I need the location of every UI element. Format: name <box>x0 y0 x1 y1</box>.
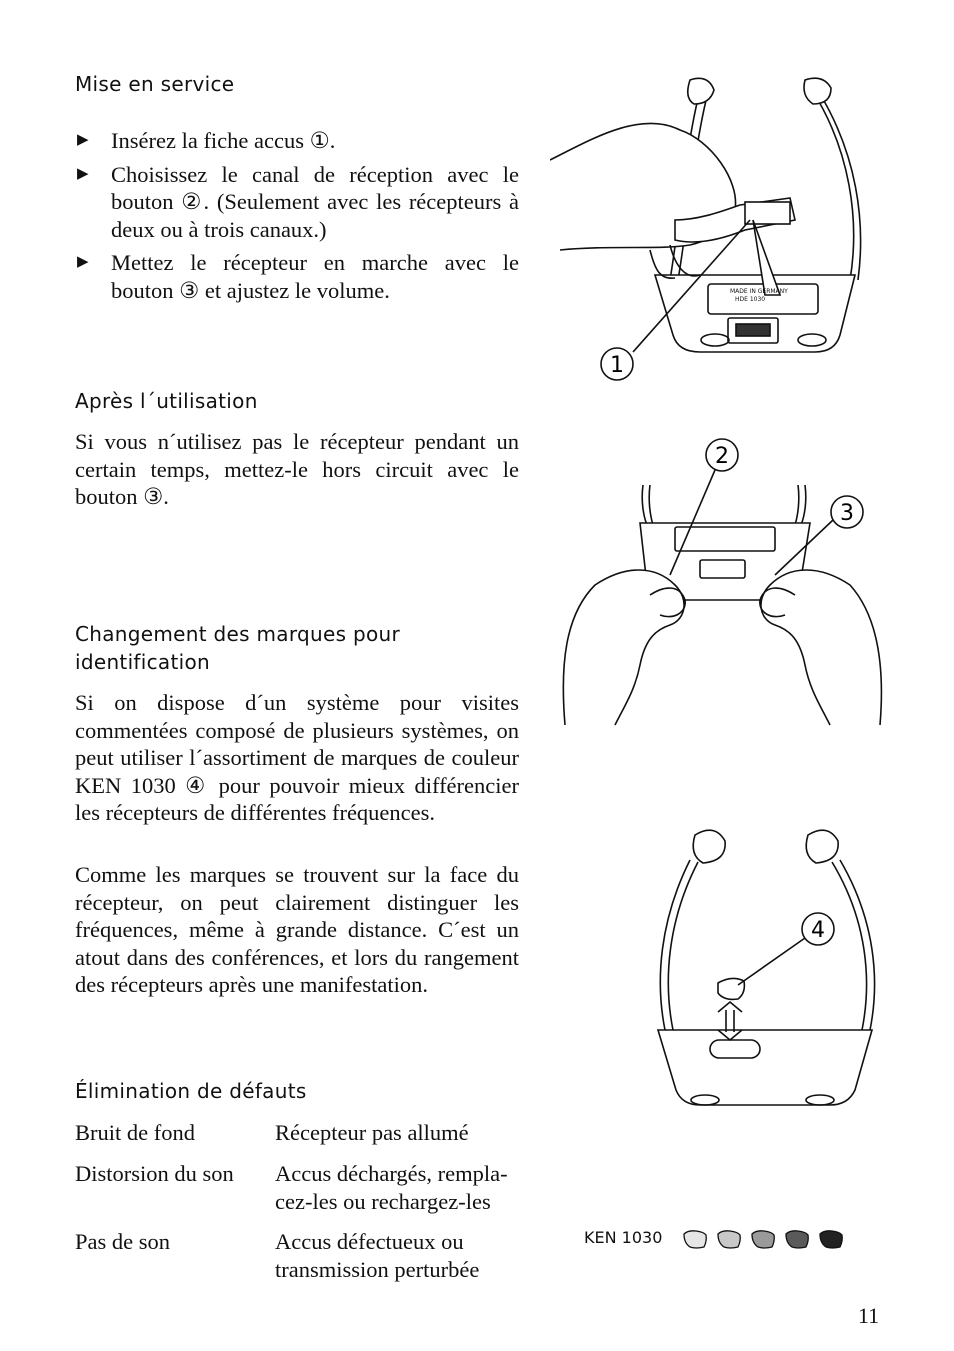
heading-line: identification <box>75 650 210 674</box>
device-label: MADE IN GERMANY <box>730 288 788 295</box>
callout-4-label: 4 <box>811 918 825 943</box>
callout-1-label: 1 <box>610 353 624 378</box>
figure-buttons <box>555 435 885 735</box>
changement-paragraph-2: Comme les marques se trouvent sur la face du récepteur, on peut clairement distinguer les fréquences, même à grande distance. C´est un atout dans des conférences, et lors du rangement des récepteurs après une manifestation. <box>75 862 519 997</box>
device-label: HDE 1030 <box>735 296 766 303</box>
color-marker-swatch <box>684 1231 706 1248</box>
figure-color-marker <box>650 820 890 1115</box>
list-item: ▶ Mettez le récepteur en marche avec le bouton ③ et ajustez le volume. <box>75 249 519 304</box>
remedy-cell: Accus déchargés, rempla-cez-les ou rechargez-les <box>275 1161 508 1214</box>
color-marker-swatches <box>680 1228 855 1254</box>
problem-cell: Pas de son <box>75 1229 170 1254</box>
callout-2-label: 2 <box>715 444 729 469</box>
callout-3-label: 3 <box>840 501 854 526</box>
list-item: ▶ Choisissez le canal de réception avec le bouton ②. (Seulement avec les récepteurs à deux ou à trois canaux.) <box>75 161 519 244</box>
figure-insert-battery <box>550 70 870 390</box>
table-row <box>75 1160 535 1218</box>
heading-changement-marques <box>75 620 519 676</box>
heading-elimination: Élimination de défauts <box>75 1079 307 1103</box>
changement-paragraph-1: Si on dispose d´un système pour visites commentées composé de plusieurs systèmes, on peut utiliser l´assortiment de marques de couleur KEN 1030 ④ pour pouvoir mieux différencier les récepteurs de différentes fréquences. <box>75 690 519 825</box>
color-marker-swatch <box>820 1231 842 1248</box>
heading-apres-utilisation: Après l´utilisation <box>75 389 258 413</box>
color-marker-swatch <box>786 1231 808 1248</box>
remedy-cell: Accus défectueux ou transmission perturbée <box>275 1229 480 1282</box>
list-item: ▶ Insérez la fiche accus ①. <box>75 127 519 155</box>
ken-label: KEN 1030 <box>584 1228 663 1247</box>
mise-en-service-list <box>75 127 519 304</box>
problem-cell: Bruit de fond <box>75 1120 195 1145</box>
table-row <box>75 1228 535 1286</box>
page-number: 11 <box>858 1303 880 1328</box>
color-marker-swatch <box>752 1231 774 1248</box>
heading-mise-en-service: Mise en service <box>75 72 235 96</box>
heading-line: Changement des marques pour <box>75 622 401 646</box>
problem-cell: Distorsion du son <box>75 1161 234 1186</box>
color-marker-swatch <box>718 1231 740 1248</box>
table-row <box>75 1119 535 1149</box>
remedy-cell: Récepteur pas allumé <box>275 1120 469 1145</box>
apres-utilisation-text: Si vous n´utilisez pas le récepteur pendant un certain temps, mettez-le hors circuit avec le bouton ③. <box>75 429 519 509</box>
